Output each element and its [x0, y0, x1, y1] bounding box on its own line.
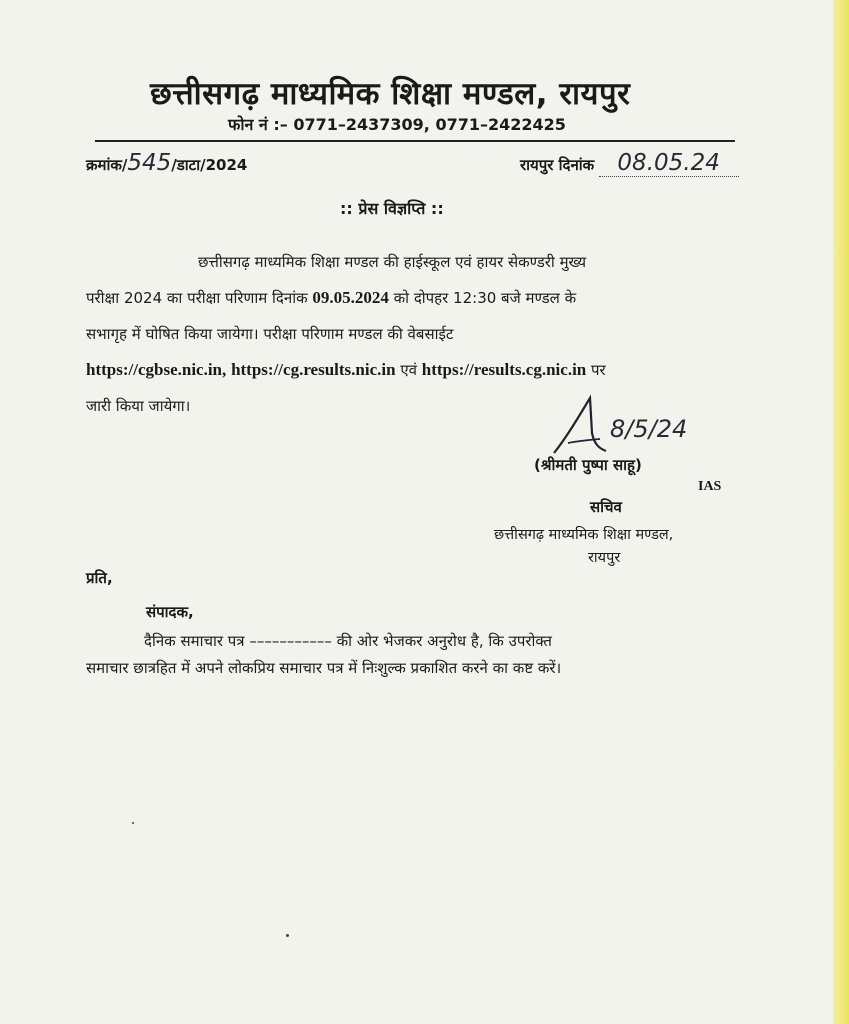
body-line-2-tail: को दोपहर 12:30 बजे मण्डल के	[388, 289, 577, 307]
press-release-body	[86, 244, 756, 424]
recipient-request	[86, 628, 746, 682]
body-line-2	[86, 280, 756, 316]
url-cg-results[interactable]: https://cg.results.nic.in	[231, 360, 396, 379]
recipient-line-2: समाचार छात्रहित में अपने लोकप्रिय समाचार पत्र में निःशुल्क प्रकाशित करने का कष्ट करें।	[86, 659, 562, 677]
body-line-1: छत्तीसगढ़ माध्यमिक शिक्षा मण्डल की हाईस्कूल एवं हायर सेकण्डरी मुख्य	[198, 253, 587, 271]
result-date: 09.05.2024	[312, 288, 389, 307]
dateline	[520, 150, 739, 177]
reference-prefix: क्रमांक/	[86, 156, 128, 174]
url-cgbse[interactable]: https://cgbse.nic.in,	[86, 360, 227, 379]
signatory-name: (श्रीमती पुष्पा साहू)	[534, 456, 642, 474]
body-line-4-tail: पर	[586, 361, 606, 379]
dateline-value: 08.05.24	[617, 150, 720, 176]
signatory-office-line-1: छत्तीसगढ़ माध्यमिक शिक्षा मण्डल,	[494, 527, 674, 543]
reference-number-handwritten: 545	[127, 150, 172, 176]
dateline-label: रायपुर दिनांक	[520, 156, 595, 174]
body-line-5: जारी किया जायेगा।	[86, 397, 191, 415]
body-conj: एवं	[395, 361, 422, 379]
reference-suffix: /डाटा/2024	[171, 156, 248, 174]
paper-speck	[132, 822, 134, 824]
reference-number	[86, 150, 247, 176]
body-line-4	[86, 352, 756, 388]
url-results-cg[interactable]: https://results.cg.nic.in	[421, 360, 587, 379]
signatory-designation: सचिव	[590, 498, 622, 516]
letterhead-phone: फोन नं :– 0771–2437309, 0771–2422425	[228, 115, 566, 134]
paper-speck	[286, 934, 289, 937]
recipient-to: प्रति,	[86, 569, 113, 587]
body-line-2-text: परीक्षा 2024 का परीक्षा परिणाम दिनांक	[86, 289, 313, 307]
body-line-3: सभागृह में घोषित किया जायेगा। परीक्षा परिणाम मण्डल की वेबसाईट	[86, 325, 454, 343]
signature-date: 8/5/24	[610, 415, 688, 443]
recipient-editor: संपादक,	[146, 603, 194, 621]
page-edge	[833, 0, 849, 1024]
dateline-field	[599, 150, 739, 177]
letterhead-divider	[95, 140, 735, 142]
press-release-heading: :: प्रेस विज्ञप्ति ::	[340, 199, 444, 218]
letterhead-title: छत्तीसगढ़ माध्यमिक शिक्षा मण्डल, रायपुर	[150, 76, 631, 112]
signatory-service: IAS	[698, 479, 722, 494]
recipient-line-1: दैनिक समाचार पत्र ––––––––––– की ओर भेजकर अनुरोध है, कि उपरोक्त	[144, 632, 552, 650]
signatory-office-line-2: रायपुर	[588, 550, 621, 566]
